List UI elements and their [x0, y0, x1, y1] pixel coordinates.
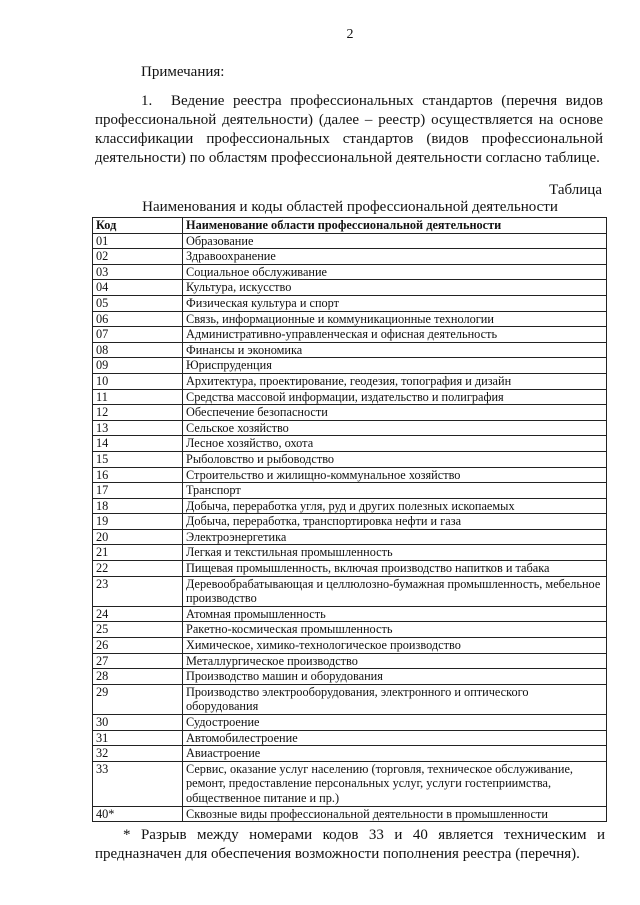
- row-name: Добыча, переработка, транспортировка нефти и газа: [183, 514, 607, 530]
- row-code: 06: [93, 311, 183, 327]
- table-header-row: [93, 218, 607, 234]
- row-name: Здравоохранение: [183, 249, 607, 265]
- table-row: [93, 806, 607, 822]
- row-code: 24: [93, 606, 183, 622]
- table-row: [93, 467, 607, 483]
- table-row: [93, 498, 607, 514]
- table-row: [93, 233, 607, 249]
- row-name: Ракетно-космическая промышленность: [183, 622, 607, 638]
- row-name: Пищевая промышленность, включая производство напитков и табака: [183, 561, 607, 577]
- row-code: 14: [93, 436, 183, 452]
- table-body: [93, 233, 607, 822]
- row-name: Металлургическое производство: [183, 653, 607, 669]
- table-row: [93, 638, 607, 654]
- row-code: 25: [93, 622, 183, 638]
- row-code: 03: [93, 264, 183, 280]
- header-name: Наименование области профессиональной деятельности: [183, 218, 607, 234]
- row-code: 27: [93, 653, 183, 669]
- row-code: 10: [93, 373, 183, 389]
- table-row: [93, 622, 607, 638]
- row-name: Транспорт: [183, 483, 607, 499]
- row-name: Социальное обслуживание: [183, 264, 607, 280]
- table-row: [93, 483, 607, 499]
- areas-table: [92, 217, 607, 822]
- row-name: Авиастроение: [183, 746, 607, 762]
- table-row: [93, 684, 607, 714]
- row-code: 05: [93, 295, 183, 311]
- table-row: [93, 373, 607, 389]
- footnote: [95, 826, 605, 864]
- row-name: Финансы и экономика: [183, 342, 607, 358]
- row-code: 23: [93, 576, 183, 606]
- paragraph-text: Ведение реестра профессиональных стандартов (перечня видов профессиональной деятельности) (далее – реестр) осуществляется на основе классификации профессиональных стандартов (видов профессиональной деятельности) по областям профессиональной деятельности согласно таблице.: [95, 93, 603, 166]
- row-code: 17: [93, 483, 183, 499]
- table-row: [93, 715, 607, 731]
- row-name: Обеспечение безопасности: [183, 405, 607, 421]
- footnote-text: * Разрыв между номерами кодов 33 и 40 является техническим и предназначен для обеспечения возможности пополнения реестра (перечня).: [95, 827, 605, 862]
- table-row: [93, 761, 607, 806]
- row-code: 32: [93, 746, 183, 762]
- row-code: 16: [93, 467, 183, 483]
- row-code: 33: [93, 761, 183, 806]
- row-code: 29: [93, 684, 183, 714]
- table-row: [93, 249, 607, 265]
- row-name: Деревообрабатывающая и целлюлозно-бумажная промышленность, мебельное производство: [183, 576, 607, 606]
- intro-paragraph: [95, 92, 603, 168]
- header-code: Код: [93, 218, 183, 234]
- row-name: Легкая и текстильная промышленность: [183, 545, 607, 561]
- row-code: 02: [93, 249, 183, 265]
- table-label: Таблица: [549, 182, 602, 198]
- row-code: 19: [93, 514, 183, 530]
- table-row: [93, 327, 607, 343]
- row-name: Связь, информационные и коммуникационные технологии: [183, 311, 607, 327]
- row-name: Строительство и жилищно-коммунальное хозяйство: [183, 467, 607, 483]
- row-name: Производство электрооборудования, электронного и оптического оборудования: [183, 684, 607, 714]
- row-code: 22: [93, 561, 183, 577]
- table-row: [93, 358, 607, 374]
- row-code: 01: [93, 233, 183, 249]
- row-name: Добыча, переработка угля, руд и других полезных ископаемых: [183, 498, 607, 514]
- row-name: Средства массовой информации, издательство и полиграфия: [183, 389, 607, 405]
- row-name: Атомная промышленность: [183, 606, 607, 622]
- row-code: 15: [93, 451, 183, 467]
- table-row: [93, 653, 607, 669]
- row-name: Юриспруденция: [183, 358, 607, 374]
- row-code: 07: [93, 327, 183, 343]
- row-name: Сельское хозяйство: [183, 420, 607, 436]
- table-title: Наименования и коды областей профессиональной деятельности: [142, 199, 558, 215]
- table-row: [93, 514, 607, 530]
- table-row: [93, 669, 607, 685]
- row-code: 13: [93, 420, 183, 436]
- row-code: 11: [93, 389, 183, 405]
- row-code: 28: [93, 669, 183, 685]
- row-name: Сервис, оказание услуг населению (торговля, техническое обслуживание, ремонт, предоставление персональных услуг, услуги гостеприимства, общественное питание и пр.): [183, 761, 607, 806]
- row-name: Образование: [183, 233, 607, 249]
- table-row: [93, 451, 607, 467]
- row-name: Архитектура, проектирование, геодезия, топография и дизайн: [183, 373, 607, 389]
- row-name: Сквозные виды профессиональной деятельности в промышленности: [183, 806, 607, 822]
- row-code: 31: [93, 730, 183, 746]
- row-code: 09: [93, 358, 183, 374]
- row-name: Автомобилестроение: [183, 730, 607, 746]
- page-number: 2: [346, 27, 354, 42]
- paragraph-number: 1.: [141, 93, 153, 109]
- row-name: Производство машин и оборудования: [183, 669, 607, 685]
- table-row: [93, 420, 607, 436]
- table-row: [93, 342, 607, 358]
- table-row: [93, 561, 607, 577]
- row-code: 04: [93, 280, 183, 296]
- table-row: [93, 264, 607, 280]
- row-name: Электроэнергетика: [183, 529, 607, 545]
- table-row: [93, 545, 607, 561]
- row-name: Физическая культура и спорт: [183, 295, 607, 311]
- row-code: 18: [93, 498, 183, 514]
- row-code: 26: [93, 638, 183, 654]
- row-name: Рыболовство и рыбоводство: [183, 451, 607, 467]
- table-row: [93, 389, 607, 405]
- table-row: [93, 436, 607, 452]
- table-row: [93, 280, 607, 296]
- table-row: [93, 746, 607, 762]
- row-name: Лесное хозяйство, охота: [183, 436, 607, 452]
- table-row: [93, 576, 607, 606]
- row-code: 20: [93, 529, 183, 545]
- table-row: [93, 606, 607, 622]
- row-code: 30: [93, 715, 183, 731]
- row-code: 40*: [93, 806, 183, 822]
- row-name: Судостроение: [183, 715, 607, 731]
- row-name: Административно-управленческая и офисная деятельность: [183, 327, 607, 343]
- table-row: [93, 405, 607, 421]
- row-code: 21: [93, 545, 183, 561]
- notes-heading: Примечания:: [141, 64, 225, 80]
- row-code: 12: [93, 405, 183, 421]
- table-row: [93, 295, 607, 311]
- row-name: Культура, искусство: [183, 280, 607, 296]
- table-row: [93, 311, 607, 327]
- table-row: [93, 730, 607, 746]
- row-name: Химическое, химико-технологическое производство: [183, 638, 607, 654]
- row-code: 08: [93, 342, 183, 358]
- table-row: [93, 529, 607, 545]
